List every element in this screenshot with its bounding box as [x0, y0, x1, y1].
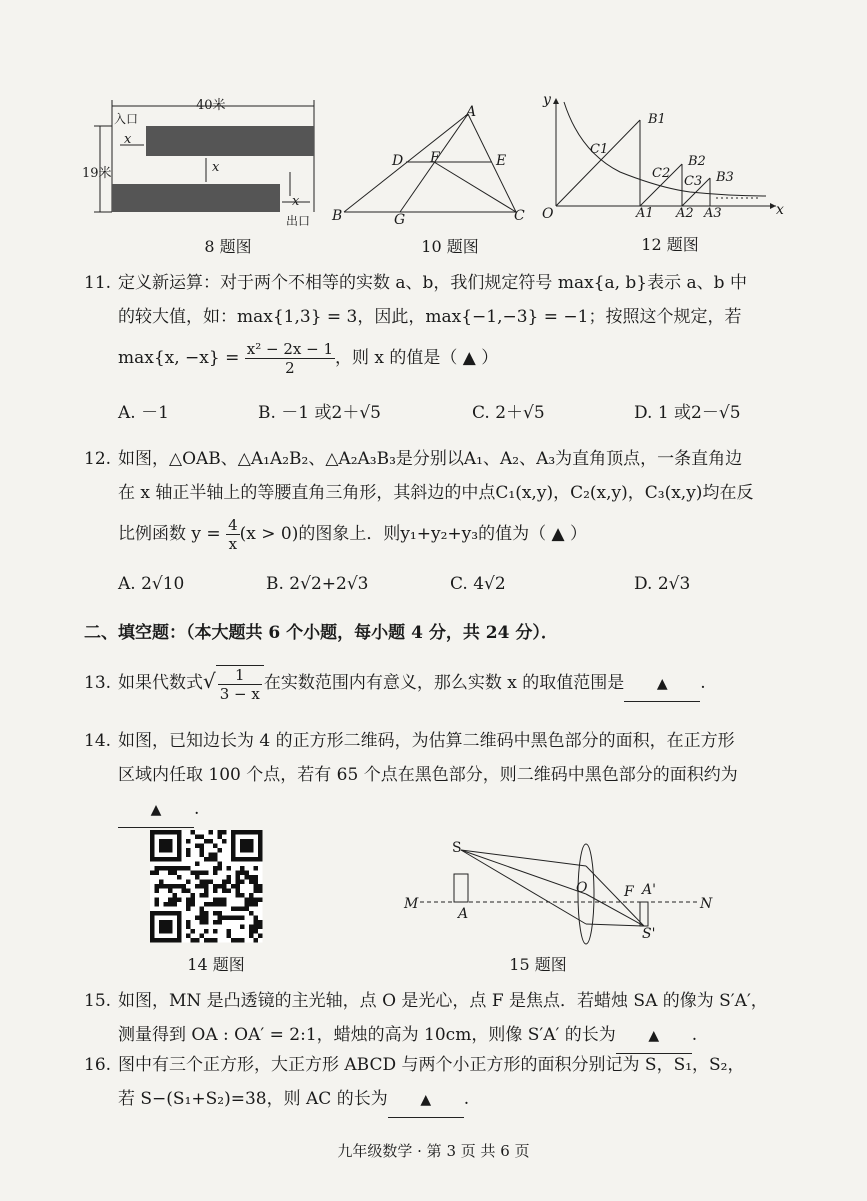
fig8-caption: 8 题图 — [204, 237, 252, 256]
q15-answer-blank[interactable]: ▲ — [616, 1019, 692, 1054]
question-15 — [84, 984, 804, 1054]
section-heading: 二、填空题：（本大题共 6 个小题，每小题 4 分，共 24 分）． — [84, 623, 558, 643]
q12-line3-b: (x > 0)的图象上．则y₁+y₂+y₃的值为（ ▲ ） — [239, 524, 587, 544]
question-12 — [84, 442, 804, 553]
fig15-point-s: S — [452, 840, 462, 856]
fig12-axis-x: x — [776, 202, 784, 218]
q13-end: . — [700, 673, 706, 693]
q12-fraction: $\frac{4}{x}$ — [228, 516, 238, 553]
q11-fraction: $\frac{\text{x² − 2x − 1}}{2}$ — [246, 340, 333, 377]
fig10-caption: 10 题图 — [421, 237, 479, 256]
fig12-point-c2: C2 — [652, 166, 671, 181]
question-14 — [84, 724, 804, 828]
q12-option-d: D. 2√3 — [634, 574, 691, 594]
fig8-x-label: x — [292, 194, 300, 209]
fig15-point-m: M — [404, 896, 419, 912]
q13-text-b: 在实数范围内有意义，那么实数 x 的取值范围是 — [263, 673, 625, 693]
fig12-point-a2: A2 — [676, 206, 694, 221]
q15-line1: 如图，MN 是凸透镜的主光轴，点 O 是光心，点 F 是焦点．若蜡烛 SA 的像为 S′A′， — [118, 991, 768, 1011]
q14-line1: 如图，已知边长为 4 的正方形二维码，为估算二维码中黑色部分的面积，在正方形 — [118, 731, 735, 751]
fig12-point-c1: C1 — [590, 142, 609, 157]
fig10-point-b: B — [332, 208, 343, 224]
question-11 — [84, 266, 804, 377]
q16-answer-blank[interactable]: ▲ — [388, 1083, 464, 1118]
fig8-x-label: x — [212, 160, 220, 175]
fig12-caption: 12 题图 — [641, 235, 699, 254]
q11-option-a: A. －1 — [118, 403, 169, 423]
question-number: 11. — [84, 273, 112, 293]
question-16 — [84, 1048, 804, 1118]
fig10-point-a: A — [466, 104, 477, 120]
question-number: 15. — [84, 991, 112, 1011]
q16-line2: 若 S−(S₁+S₂)=38，则 AC 的长为 — [118, 1089, 388, 1109]
fig12-point-b2: B2 — [688, 154, 706, 169]
q11-option-b: B. －1 或2＋√5 — [258, 403, 381, 423]
q11-option-d: D. 1 或2－√5 — [634, 403, 741, 423]
figure-15 — [400, 836, 720, 954]
q13-answer-blank[interactable]: ▲ — [624, 667, 700, 702]
q12-option-a: A. 2√10 — [118, 574, 185, 594]
q12-option-b: B. 2√2+2√3 — [266, 574, 369, 594]
fig12-point-b3: B3 — [716, 170, 734, 185]
figure-14-qr-code — [150, 830, 278, 944]
q11-option-c: C. 2＋√5 — [472, 403, 545, 423]
fig8-height-label: 19米 — [82, 166, 112, 181]
fig12-origin: O — [542, 206, 554, 222]
q14-line2: 区域内任取 100 个点，若有 65 个点在黑色部分，则二维码中黑色部分的面积约为 — [118, 765, 738, 785]
question-13: 13. 如果代数式√ $\frac{1}{3 - x}$ 在实数范围内有意义，那么实数 x 的取值范围是 ▲ . — [84, 665, 706, 703]
q13-radical: $\frac{1}{3 - x}$ — [216, 665, 264, 703]
fig12-axis-y: y — [543, 92, 551, 108]
q16-end: . — [463, 1089, 470, 1109]
fig10-point-e: E — [496, 153, 507, 169]
fig8-x-label: x — [124, 132, 132, 147]
q12-line3-a: 比例函数 y = — [118, 524, 227, 544]
q11-line2: 的较大值，如：max{1,3} = 3，因此，max{−1,−3} = −1；按照这个规定，若 — [118, 307, 742, 327]
fig15-point-o: O — [576, 880, 588, 896]
q11-line1: 定义新运算：对于两个不相等的实数 a、b，我们规定符号 max{a, b}表示 a、b 中 — [118, 273, 747, 293]
q11-equation-right: ，则 x 的值是（ ▲ ） — [335, 348, 499, 368]
fig10-point-c: C — [514, 208, 525, 224]
q14-end: . — [194, 799, 200, 819]
fig15-point-a: A — [458, 906, 469, 922]
q13-text-a: 如果代数式 — [118, 673, 203, 693]
fig15-point-a-prime: A' — [642, 882, 656, 898]
fig8-width-label: 40米 — [196, 98, 226, 113]
fig12-point-b1: B1 — [648, 112, 666, 127]
fig15-point-n: N — [700, 896, 713, 912]
fig12-point-c3: C3 — [684, 174, 703, 189]
q11-equation-left: max{x, −x} = — [118, 348, 245, 368]
q15-end: . — [691, 1025, 698, 1045]
fig14-caption: 14 题图 — [187, 955, 245, 974]
page-footer: 九年级数学 · 第 3 页 共 6 页 — [337, 1142, 530, 1160]
q14-answer-blank[interactable]: ▲ — [118, 793, 194, 828]
question-number: 12. — [84, 449, 112, 469]
question-number: 16. — [84, 1055, 112, 1075]
fig10-point-g: G — [394, 212, 406, 228]
fig10-point-d: D — [392, 153, 404, 169]
fig8-exit-label: 出口 — [286, 214, 311, 228]
question-number: 14. — [84, 731, 112, 751]
fig15-caption: 15 题图 — [509, 955, 567, 974]
fig8-entrance-label: 入口 — [114, 112, 139, 126]
fig15-point-s-prime: S' — [642, 926, 656, 942]
q12-option-c: C. 4√2 — [450, 574, 506, 594]
fig12-point-a3: A3 — [704, 206, 722, 221]
question-number: 13. — [84, 673, 112, 693]
fig10-point-f: F — [430, 150, 440, 166]
q15-line2: 测量得到 OA : OA′ = 2:1，蜡烛的高为 10cm，则像 S′A′ 的长为 — [118, 1025, 616, 1045]
fig12-point-a1: A1 — [636, 206, 654, 221]
q12-line1: 如图，△OAB、△A₁A₂B₂、△A₂A₃B₃是分别以A₁、A₂、A₃为直角顶点，一条直角边 — [118, 449, 743, 469]
q12-line2: 在 x 轴正半轴上的等腰直角三角形，其斜边的中点C₁(x,y)，C₂(x,y)，C₃(x,y)均在反 — [118, 483, 754, 503]
q16-line1: 图中有三个正方形，大正方形 ABCD 与两个小正方形的面积分别记为 S，S₁，S₂， — [118, 1055, 745, 1075]
fig15-point-f: F — [624, 884, 634, 900]
